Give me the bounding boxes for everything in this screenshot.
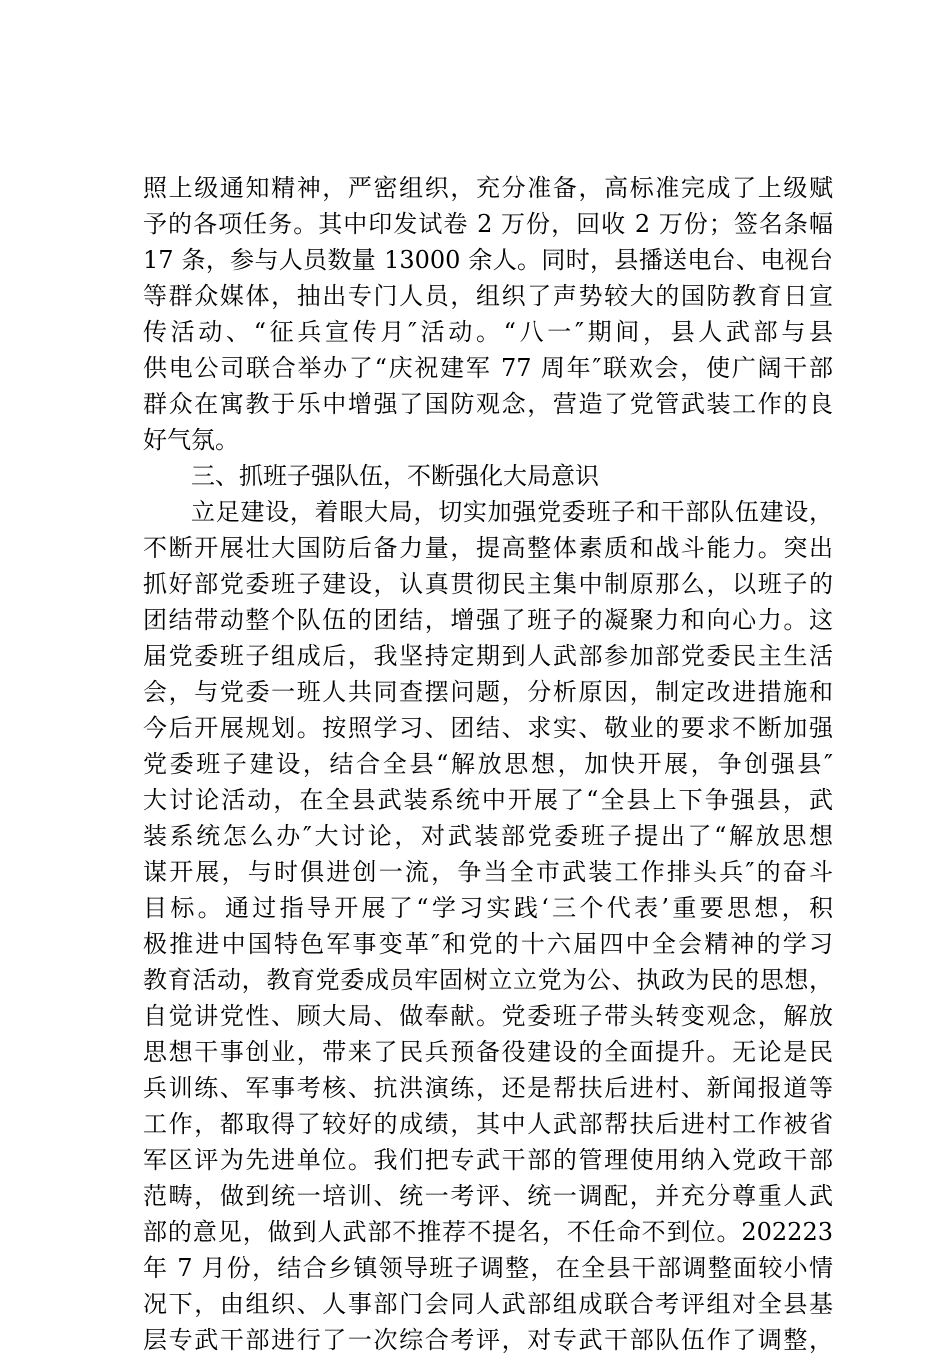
text-line: 思想干事创业，带来了民兵预备役建设的全面提升。无论是民 <box>143 1038 833 1066</box>
paragraph-propaganda-work <box>143 170 833 458</box>
section-heading-three <box>143 458 833 494</box>
text-line: 供电公司联合举办了“庆祝建军 77 周年″联欢会，使广阔干部 <box>143 354 833 382</box>
text-line: 届党委班子组成后，我坚持定期到人武部参加部党委民主生活 <box>143 642 833 670</box>
text-line: 传活动、“征兵宣传月″活动。“八一″期间，县人武部与县 <box>143 318 833 346</box>
text-line: 党委班子建设，结合全县“解放思想，加快开展，争创强县″ <box>143 750 833 778</box>
text-line: 层专武干部进行了一次综合考评，对专武干部队伍作了调整， <box>143 1326 833 1354</box>
text-line: 17 条，参与人员数量 13000 余人。同时，县播送电台、电视台 <box>143 246 833 274</box>
text-line: 等群众媒体，抽出专门人员，组织了声势较大的国防教育日宣 <box>143 282 833 310</box>
paragraph-team-building <box>143 494 833 1358</box>
text-line: 兵训练、军事考核、抗洪演练，还是帮扶后进村、新闻报道等 <box>143 1074 833 1102</box>
text-line: 不断开展壮大国防后备力量，提高整体素质和战斗能力。突出 <box>143 534 833 562</box>
text-line: 装系统怎么办″大讨论，对武装部党委班子提出了“解放思想 <box>143 822 833 850</box>
text-line: 年 7 月份，结合乡镇领导班子调整，在全县干部调整面较小情 <box>143 1254 833 1282</box>
text-line: 好气氛。 <box>143 426 239 454</box>
text-line: 团结带动整个队伍的团结，增强了班子的凝聚力和向心力。这 <box>143 606 833 634</box>
text-line: 极推进中国特色军事变革″和党的十六届四中全会精神的学习 <box>143 930 833 958</box>
text-line: 军区评为先进单位。我们把专武干部的管理使用纳入党政干部 <box>143 1146 833 1174</box>
text-line: 今后开展规划。按照学习、团结、求实、敬业的要求不断加强 <box>143 714 833 742</box>
document-body <box>143 170 833 1358</box>
text-line: 会，与党委一班人共同查摆问题，分析原因，制定改进措施和 <box>143 678 833 706</box>
text-line: 谋开展，与时俱进创一流，争当全市武装工作排头兵″的奋斗 <box>143 858 833 886</box>
text-line: 予的各项任务。其中印发试卷 2 万份，回收 2 万份；签名条幅 <box>143 210 833 238</box>
text-line: 大讨论活动，在全县武装系统中开展了“全县上下争强县，武 <box>143 786 833 814</box>
text-line: 况下，由组织、人事部门会同人武部组成联合考评组对全县基 <box>143 1290 833 1318</box>
section-heading: 三、抓班子强队伍，不断强化大局意识 <box>191 462 599 490</box>
text-line: 范畴，做到统一培训、统一考评、统一调配，并充分尊重人武 <box>143 1182 833 1210</box>
text-line: 群众在寓教于乐中增强了国防观念，营造了党管武装工作的良 <box>143 390 833 418</box>
text-line: 目标。通过指导开展了“学习实践‘三个代表’重要思想，积 <box>143 894 833 922</box>
text-line: 部的意见，做到人武部不推荐不提名，不任命不到位。202223 <box>143 1218 833 1246</box>
text-line: 立足建设，着眼大局，切实加强党委班子和干部队伍建设， <box>191 498 833 526</box>
text-line: 照上级通知精神，严密组织，充分准备，高标准完成了上级赋 <box>143 174 833 202</box>
text-line: 教育活动，教育党委成员牢固树立立党为公、执政为民的思想， <box>143 966 833 994</box>
text-line: 抓好部党委班子建设，认真贯彻民主集中制原那么，以班子的 <box>143 570 833 598</box>
text-line: 工作，都取得了较好的成绩，其中人武部帮扶后进村工作被省 <box>143 1110 833 1138</box>
text-line: 自觉讲党性、顾大局、做奉献。党委班子带头转变观念，解放 <box>143 1002 833 1030</box>
